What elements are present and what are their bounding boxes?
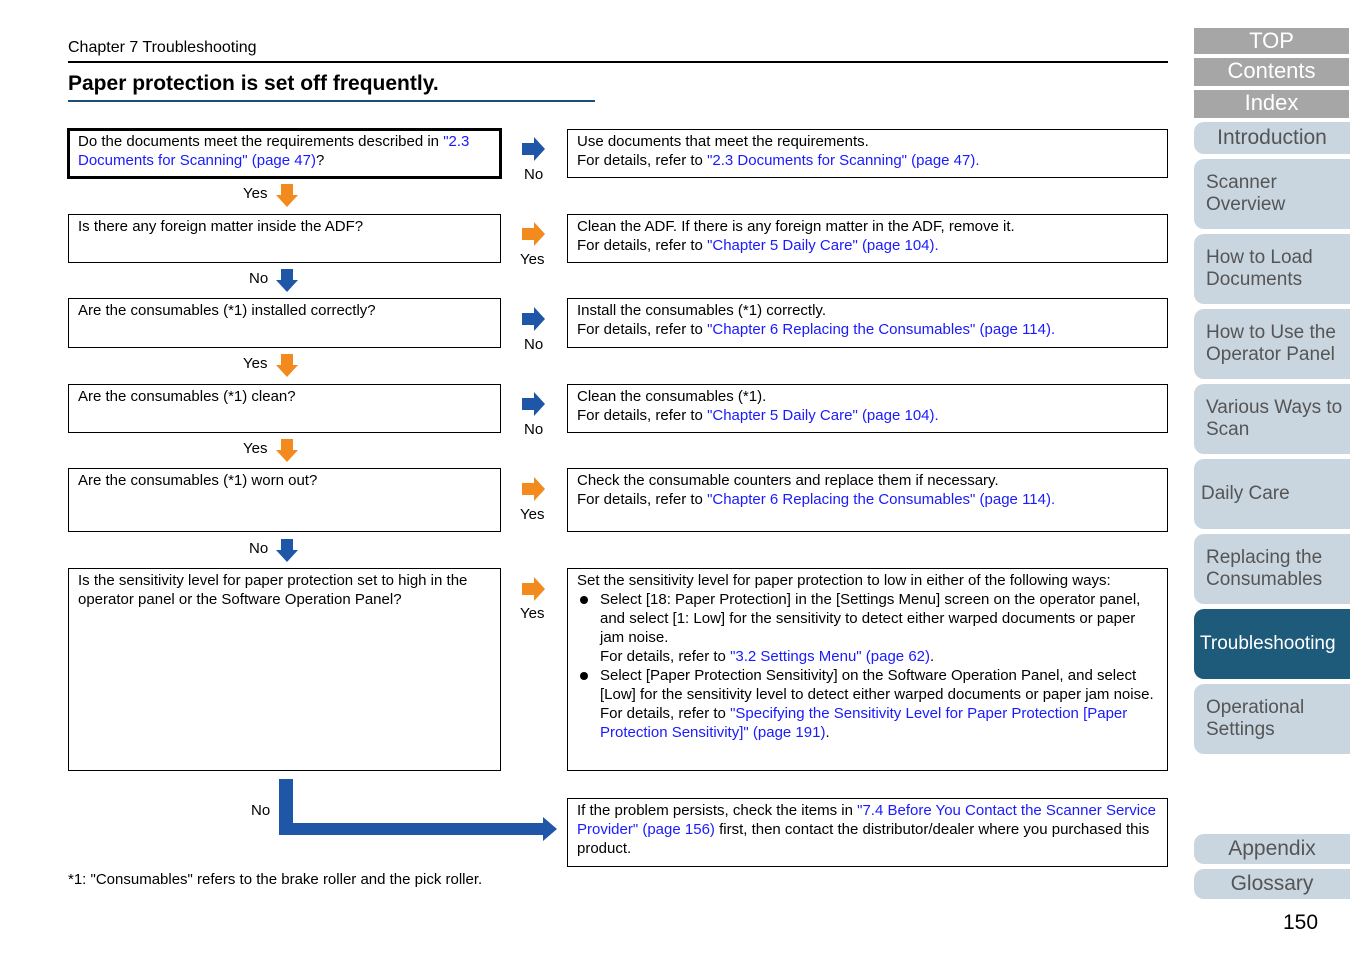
tab-various-ways-to-scan[interactable]: Various Ways to Scan [1194, 384, 1350, 454]
link-daily-care[interactable]: "Chapter 5 Daily Care" (page 104). [707, 237, 939, 254]
answer-box-6: Set the sensitivity level for paper protection to low in either of the following ways: Select [18: Paper Protection] in the [Settings Menu] screen on the operator panel, and select [1: Low] for the sensitivity to detect either warped documents or paper jam noise. For details, refer to "3.2 Settings Menu" (page 62). Select [Paper Protection Sensitivity] on the Software Operation Panel, and select [Low] for the sensitivity level to detect either warped documents or paper jam noise. For details, refer to "Specifying the Sensitivity Level for Paper Protection [Paper Protection Sensitivity]" (page 191). [567, 568, 1168, 771]
tab-glossary[interactable]: Glossary [1194, 869, 1350, 899]
yes-arrow-right-icon [522, 577, 546, 601]
no-label: No [524, 421, 544, 438]
no-arrow-right-icon [522, 137, 546, 161]
link-before-you-contact[interactable]: "7.4 Before You Contact the Scanner Service Provider" (page 156) [577, 802, 1156, 838]
link-daily-care[interactable]: "Chapter 5 Daily Care" (page 104). [707, 407, 939, 424]
yes-label: Yes [520, 506, 545, 523]
answer-box-4: Clean the consumables (*1). For details, refer to "Chapter 5 Daily Care" (page 104). [567, 384, 1168, 433]
answer-box-2: Clean the ADF. If there is any foreign matter in the ADF, remove it. For details, refer to "Chapter 5 Daily Care" (page 104). [567, 214, 1168, 263]
footnote: *1: "Consumables" refers to the brake roller and the pick roller. [68, 871, 483, 888]
no-arrow-right-icon [522, 392, 546, 416]
link-documents-for-scanning[interactable]: "2.3 Documents for Scanning" (page 47). [707, 152, 980, 169]
link-settings-menu[interactable]: "3.2 Settings Menu" (page 62) [730, 648, 930, 665]
yes-arrow-down-icon [276, 184, 298, 207]
yes-arrow-right-icon [522, 222, 546, 246]
yes-arrow-down-icon [276, 354, 298, 377]
yes-label: Yes [520, 251, 545, 268]
yes-label: Yes [243, 185, 268, 202]
yes-label: Yes [243, 355, 268, 372]
yes-label: Yes [520, 605, 545, 622]
nav-index-button[interactable]: Index [1194, 90, 1349, 118]
no-arrow-right-icon [522, 307, 546, 331]
no-label: No [524, 336, 544, 353]
question-box-1: Do the documents meet the requirements described in "2.3 Documents for Scanning" (page 47)? [67, 128, 502, 179]
tab-scanner-overview[interactable]: Scanner Overview [1194, 159, 1350, 229]
no-label: No [249, 270, 269, 287]
tab-introduction[interactable]: Introduction [1194, 122, 1350, 154]
nav-top-button[interactable]: TOP [1194, 28, 1349, 54]
link-documents-for-scanning[interactable]: "2.3 Documents for Scanning" (page 47) [78, 133, 470, 169]
tab-operational-settings[interactable]: Operational Settings [1194, 684, 1350, 754]
link-replacing-consumables[interactable]: "Chapter 6 Replacing the Consumables" (page 114). [707, 491, 1056, 508]
no-label: No [251, 802, 271, 819]
no-label: No [524, 166, 544, 183]
link-paper-protection-sensitivity[interactable]: "Specifying the Sensitivity Level for Paper Protection [Paper Protection Sensitivity]" (page 191) [600, 705, 1128, 741]
question-box-6: Is the sensitivity level for paper protection set to high in the operator panel or the Software Operation Panel? [68, 568, 501, 771]
yes-arrow-down-icon [276, 439, 298, 462]
tab-troubleshooting[interactable]: Troubleshooting [1194, 609, 1350, 679]
answer-box-1: Use documents that meet the requirements. For details, refer to "2.3 Documents for Scanning" (page 47). [567, 129, 1168, 178]
nav-contents-button[interactable]: Contents [1194, 58, 1349, 86]
title-underline [68, 100, 595, 102]
tab-daily-care[interactable]: Daily Care [1194, 459, 1350, 529]
question-box-2: Is there any foreign matter inside the ADF? [68, 214, 501, 263]
no-elbow-arrow-icon [279, 779, 559, 841]
chapter-heading: Chapter 7 Troubleshooting [68, 39, 257, 56]
yes-label: Yes [243, 440, 268, 457]
no-arrow-down-icon [276, 269, 298, 292]
sensitivity-options-list [577, 590, 1158, 742]
tab-how-to-load-documents[interactable]: How to Load Documents [1194, 234, 1350, 304]
link-replacing-consumables[interactable]: "Chapter 6 Replacing the Consumables" (page 114). [707, 321, 1056, 338]
question-box-5: Are the consumables (*1) worn out? [68, 468, 501, 532]
page-number: 150 [1283, 911, 1319, 934]
list-item: Select [18: Paper Protection] in the [Settings Menu] screen on the operator panel, and select [1: Low] for the sensitivity to detect either warped documents or paper jam noise. For details, refer to "3.2 Settings Menu" (page 62). [577, 590, 1158, 666]
tab-how-to-use-operator-panel[interactable]: How to Use the Operator Panel [1194, 309, 1350, 379]
no-label: No [249, 540, 269, 557]
answer-box-3: Install the consumables (*1) correctly. For details, refer to "Chapter 6 Replacing the Consumables" (page 114). [567, 298, 1168, 348]
yes-arrow-right-icon [522, 477, 546, 501]
answer-box-5: Check the consumable counters and replace them if necessary. For details, refer to "Chapter 6 Replacing the Consumables" (page 114). [567, 468, 1168, 532]
tab-appendix[interactable]: Appendix [1194, 834, 1350, 864]
list-item: Select [Paper Protection Sensitivity] on the Software Operation Panel, and select [Low] for the sensitivity level to detect either warped documents or paper jam noise. For details, refer to "Specifying the Sensitivity Level for Paper Protection [Paper Protection Sensitivity]" (page 191). [577, 666, 1158, 742]
question-box-4: Are the consumables (*1) clean? [68, 384, 501, 433]
tab-replacing-consumables[interactable]: Replacing the Consumables [1194, 534, 1350, 604]
header-rule [68, 61, 1168, 63]
no-arrow-down-icon [276, 539, 298, 562]
answer-box-7: If the problem persists, check the items in "7.4 Before You Contact the Scanner Service Provider" (page 156) first, then contact the distributor/dealer where you purchased this product. [567, 798, 1168, 867]
page-title: Paper protection is set off frequently. [68, 72, 439, 95]
question-box-3: Are the consumables (*1) installed correctly? [68, 298, 501, 348]
